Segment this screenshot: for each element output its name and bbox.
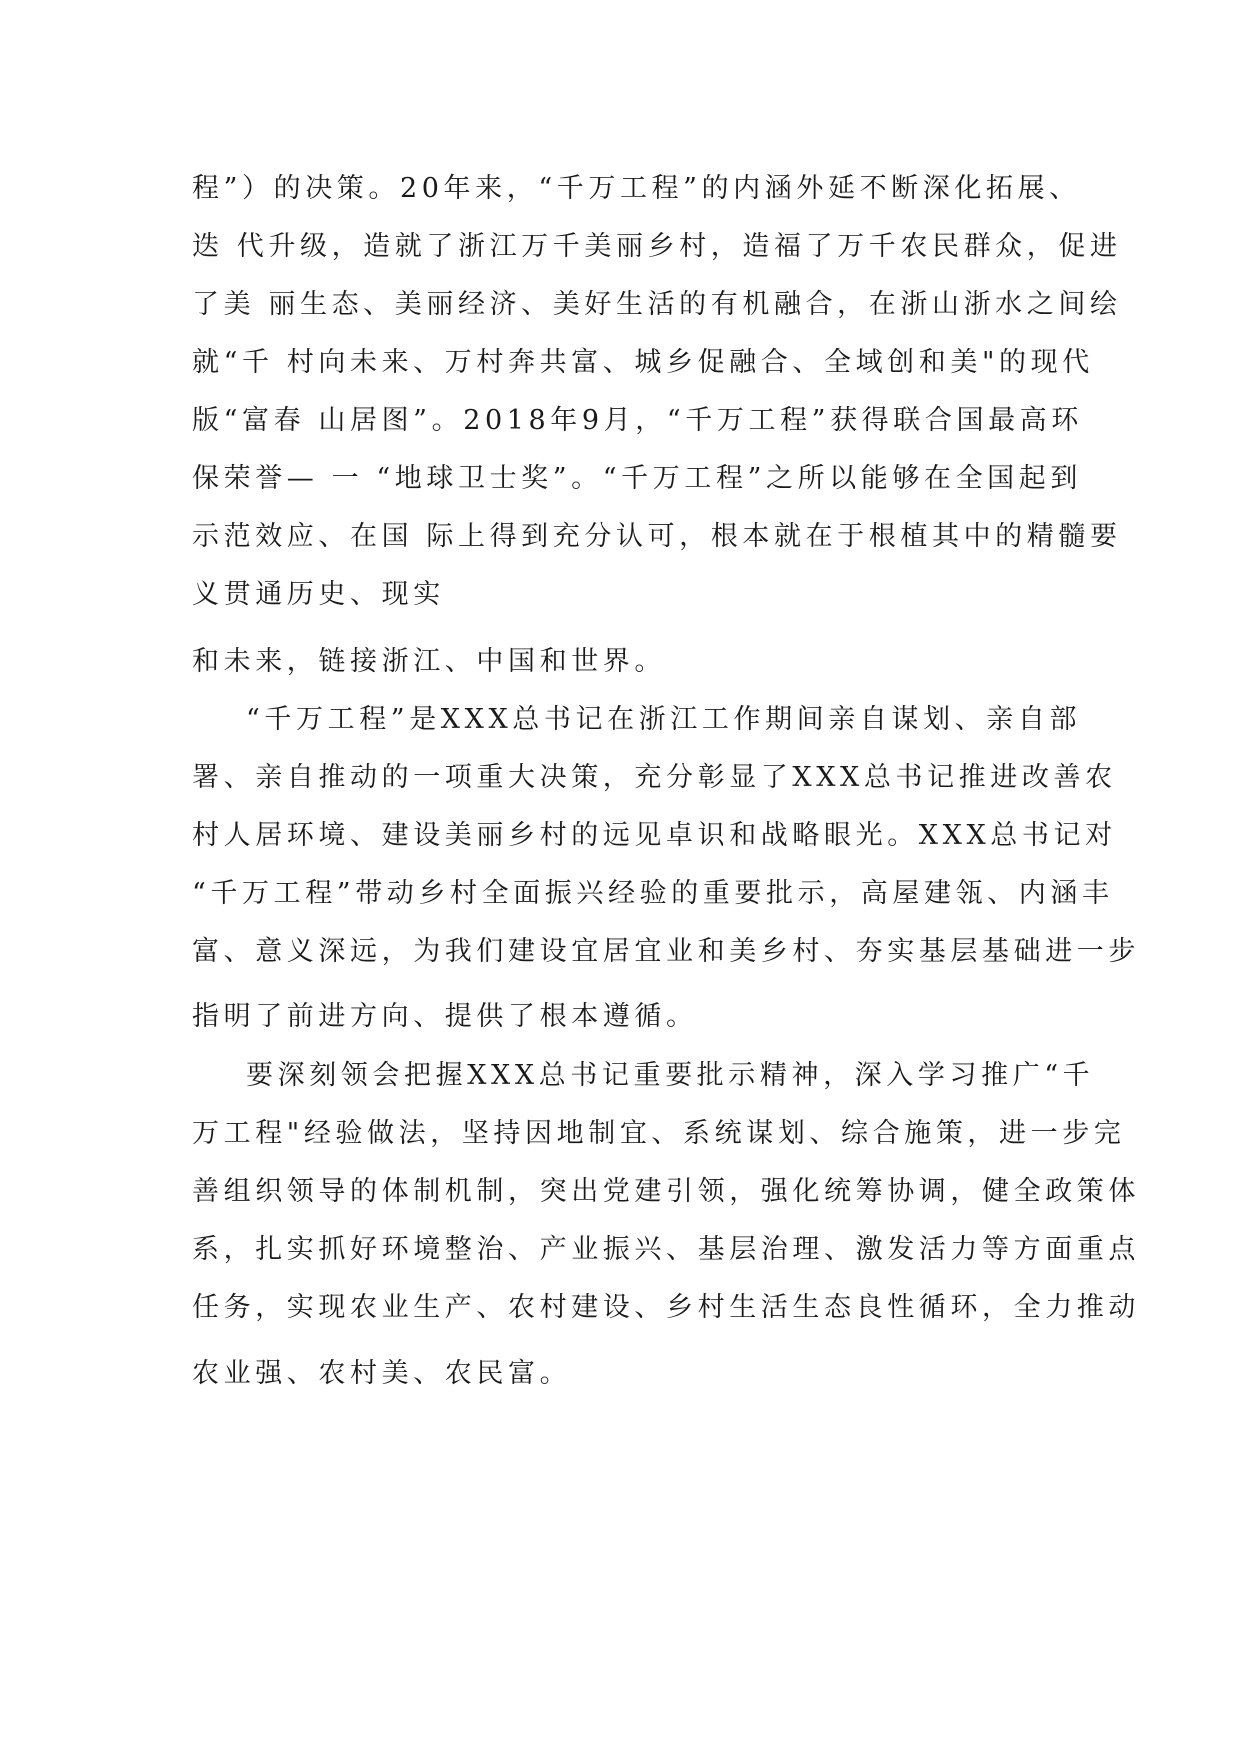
paragraph-3-line-3: 善组织领导的体制机制，突出党建引领，强化统筹协调，健全政策体 <box>192 1176 1140 1207</box>
paragraph-1-line-1: 程”）的决策。20年来，“千万工程”的内涵外延不断深化拓展、 <box>192 173 1081 204</box>
paragraph-2-line-5: 富、意义深远，为我们建设宜居宜业和美乡村、夯实基层基础进一步 <box>192 936 1140 967</box>
paragraph-3-line-1: 要深刻领会把握XXX总书记重要批示精神，深入学习推广“千 <box>246 1060 1095 1091</box>
paragraph-2-line-3: 村人居环境、建设美丽乡村的远见卓识和战略眼光。XXX总书记对 <box>192 820 1117 851</box>
paragraph-3-line-2: 万工程"经验做法，坚持因地制宜、系统谋划、综合施策，进一步完 <box>192 1118 1126 1149</box>
paragraph-1-line-2: 迭 代升级，造就了浙江万千美丽乡村，造福了万千农民群众，促进 <box>192 231 1122 262</box>
paragraph-2-line-1: “千万工程”是XXX总书记在浙江工作期间亲自谋划、亲自部 <box>246 704 1082 735</box>
paragraph-3-line-4: 系，扎实抓好环境整治、产业振兴、基层治理、激发活力等方面重点 <box>192 1234 1140 1265</box>
paragraph-3-line-6: 农业强、农村美、农民富。 <box>192 1358 572 1389</box>
paragraph-1-line-7: 示范效应、在国 际上得到充分认可，根本就在于根植其中的精髓要 <box>192 521 1122 552</box>
paragraph-1-line-3: 了美 丽生态、美丽经济、美好生活的有机融合，在浙山浙水之间绘 <box>192 289 1122 320</box>
paragraph-1-line-5: 版“富春 山居图”。2018年9月，“千万工程”获得联合国最高环 <box>192 405 1083 436</box>
paragraph-1-line-8: 义贯通历史、现实 <box>192 579 445 610</box>
paragraph-1-line-6: 保荣誉— 一 “地球卫士奖”。“千万工程”之所以能够在全国起到 <box>192 463 1082 494</box>
paragraph-2-line-4: “千万工程”带动乡村全面振兴经验的重要批示，高屋建瓴、内涵丰 <box>192 878 1114 909</box>
paragraph-2-line-2: 署、亲自推动的一项重大决策，充分彰显了XXX总书记推进改善农 <box>192 762 1117 793</box>
paragraph-1-line-9: 和未来，链接浙江、中国和世界。 <box>192 646 666 677</box>
paragraph-1-line-4: 就“千 村向未来、万村奔共富、城乡促融合、全域创和美"的现代 <box>192 347 1094 378</box>
paragraph-2-line-6: 指明了前进方向、提供了根本遵循。 <box>192 1001 698 1032</box>
paragraph-3-line-5: 任务，实现农业生产、农村建设、乡村生活生态良性循环，全力推动 <box>192 1292 1140 1323</box>
